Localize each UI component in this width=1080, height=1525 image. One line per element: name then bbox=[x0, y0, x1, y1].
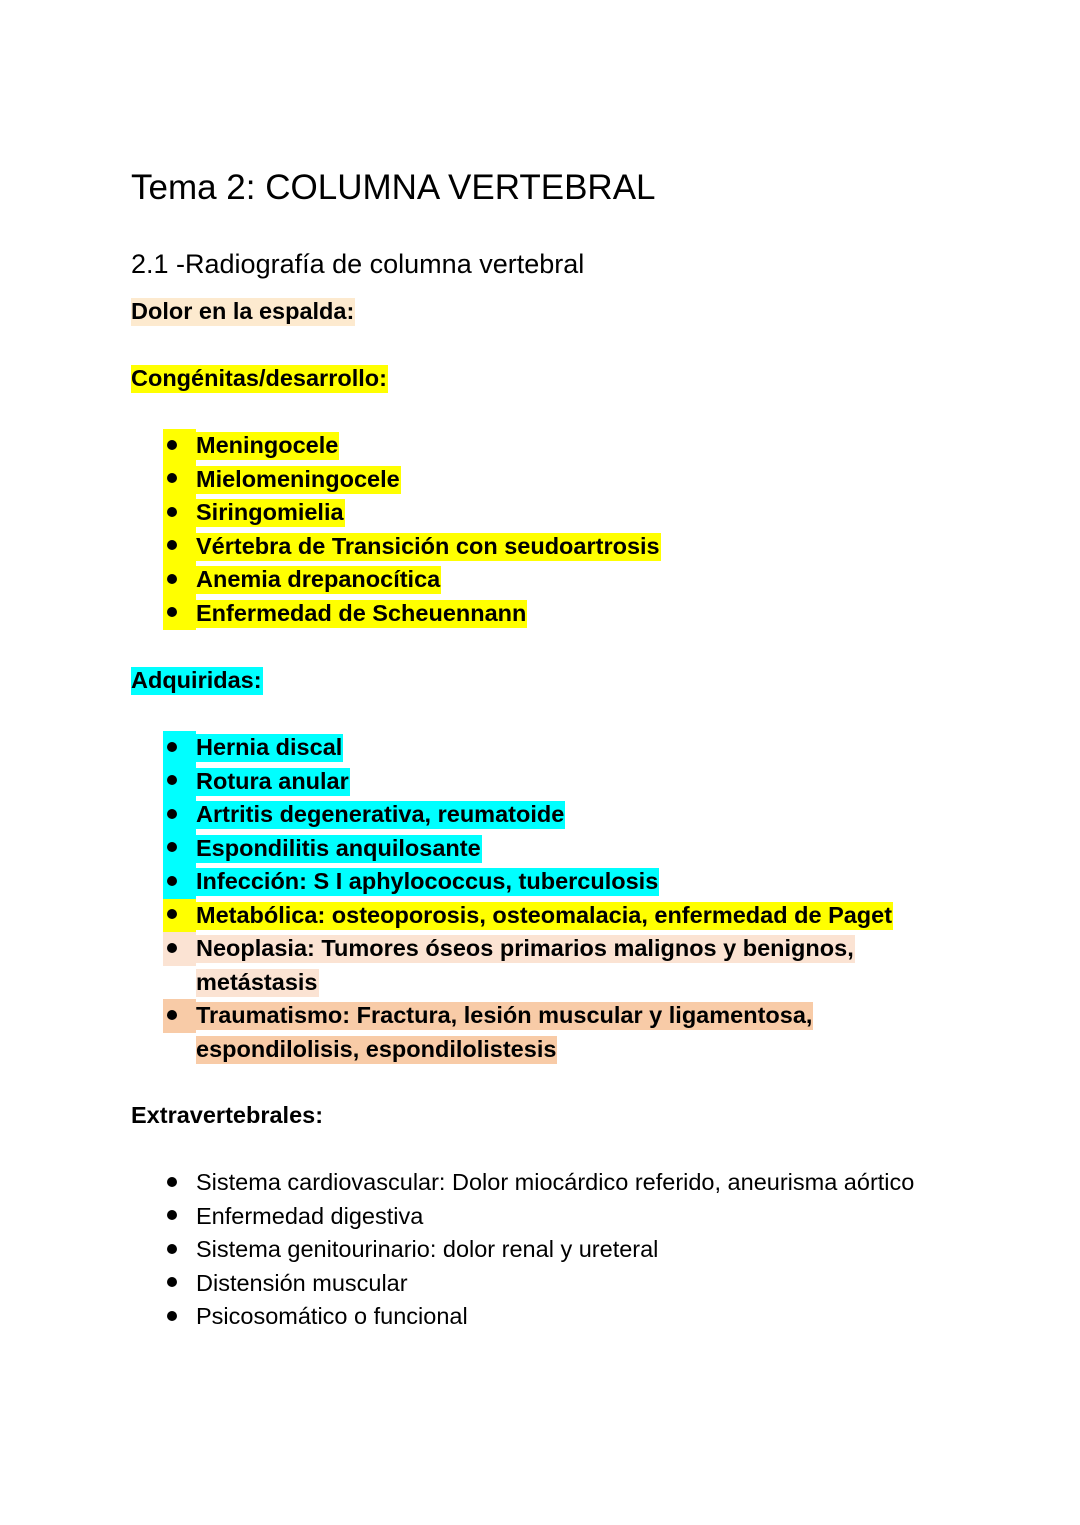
bullet-icon bbox=[163, 530, 196, 564]
list-item-text: Mielomeningocele bbox=[196, 465, 400, 492]
list-item-text: Enfermedad digestiva bbox=[196, 1202, 424, 1229]
list-item bbox=[163, 563, 963, 597]
list-item bbox=[163, 798, 963, 832]
list-item-text: Distensión muscular bbox=[196, 1269, 408, 1296]
bullet-icon bbox=[163, 865, 196, 899]
list-item bbox=[163, 429, 963, 463]
list-item-text: Meningocele bbox=[196, 432, 339, 458]
bullet-icon bbox=[163, 999, 196, 1033]
bullet-icon bbox=[163, 1300, 196, 1334]
bullet-icon bbox=[163, 1233, 196, 1267]
list-item bbox=[163, 765, 963, 799]
adquiridas-list bbox=[163, 731, 963, 1066]
list-item bbox=[163, 932, 963, 999]
list-item bbox=[163, 463, 963, 497]
list-item-text: Rotura anular bbox=[196, 767, 349, 794]
section-subtitle: 2.1 -Radiografía de columna vertebral bbox=[131, 249, 585, 279]
heading-adquiridas-text: Adquiridas: bbox=[131, 667, 262, 693]
list-item-text: Siringomielia bbox=[196, 499, 344, 525]
bullet-icon bbox=[163, 1166, 196, 1200]
list-item bbox=[163, 530, 963, 564]
bullet-icon bbox=[163, 765, 196, 799]
list-item-text: Espondilitis anquilosante bbox=[196, 834, 481, 861]
heading-dolor bbox=[131, 295, 355, 329]
page-title: Tema 2: COLUMNA VERTEBRAL bbox=[131, 168, 656, 207]
list-item bbox=[163, 1267, 963, 1301]
list-item bbox=[163, 999, 963, 1066]
heading-adquiridas bbox=[131, 664, 263, 698]
heading-dolor-text: Dolor en la espalda: bbox=[131, 298, 355, 324]
list-item-text: Psicosomático o funcional bbox=[196, 1303, 468, 1329]
heading-congenitas bbox=[131, 362, 388, 396]
congenitas-list bbox=[163, 429, 963, 630]
list-item-text: Sistema cardiovascular: Dolor miocárdico referido, aneurisma aórtico bbox=[196, 1169, 915, 1195]
bullet-icon bbox=[163, 798, 196, 832]
bullet-icon bbox=[163, 1200, 196, 1234]
list-item bbox=[163, 731, 963, 765]
extravertebrales-list bbox=[163, 1166, 963, 1334]
bullet-icon bbox=[163, 496, 196, 530]
list-item bbox=[163, 496, 963, 530]
list-item-text: Artritis degenerativa, reumatoide bbox=[196, 801, 565, 827]
list-item bbox=[163, 1233, 963, 1267]
list-item bbox=[163, 1300, 963, 1334]
list-item-text: Sistema genitourinario: dolor renal y ureteral bbox=[196, 1236, 659, 1262]
list-item bbox=[163, 899, 963, 933]
bullet-icon bbox=[163, 899, 196, 933]
bullet-icon bbox=[163, 932, 196, 966]
bullet-icon bbox=[163, 597, 196, 631]
list-item-text: Enfermedad de Scheuennann bbox=[196, 599, 527, 626]
heading-congenitas-text: Congénitas/desarrollo: bbox=[131, 365, 387, 391]
list-item-text: Hernia discal bbox=[196, 734, 343, 760]
list-item-text: Vértebra de Transición con seudoartrosis bbox=[196, 532, 660, 559]
list-item bbox=[163, 865, 963, 899]
heading-extravertebrales bbox=[131, 1099, 323, 1133]
bullet-icon bbox=[163, 463, 196, 497]
list-item-text: Infección: S I aphylococcus, tuberculosis bbox=[196, 868, 659, 894]
list-item-text: Metabólica: osteoporosis, osteomalacia, enfermedad de Paget bbox=[196, 901, 893, 928]
bullet-icon bbox=[163, 429, 196, 463]
list-item bbox=[163, 832, 963, 866]
list-item-text: Neoplasia: Tumores óseos primarios malignos y benignos, metástasis bbox=[196, 935, 854, 995]
list-item bbox=[163, 597, 963, 631]
heading-extravertebrales-text: Extravertebrales: bbox=[131, 1102, 324, 1128]
list-item bbox=[163, 1200, 963, 1234]
list-item-text: Traumatismo: Fractura, lesión muscular y ligamentosa, espondilolisis, espondilolistesis bbox=[196, 1002, 813, 1062]
list-item-text: Anemia drepanocítica bbox=[196, 566, 441, 592]
bullet-icon bbox=[163, 731, 196, 765]
bullet-icon bbox=[163, 832, 196, 866]
bullet-icon bbox=[163, 1267, 196, 1301]
bullet-icon bbox=[163, 563, 196, 597]
list-item bbox=[163, 1166, 963, 1200]
